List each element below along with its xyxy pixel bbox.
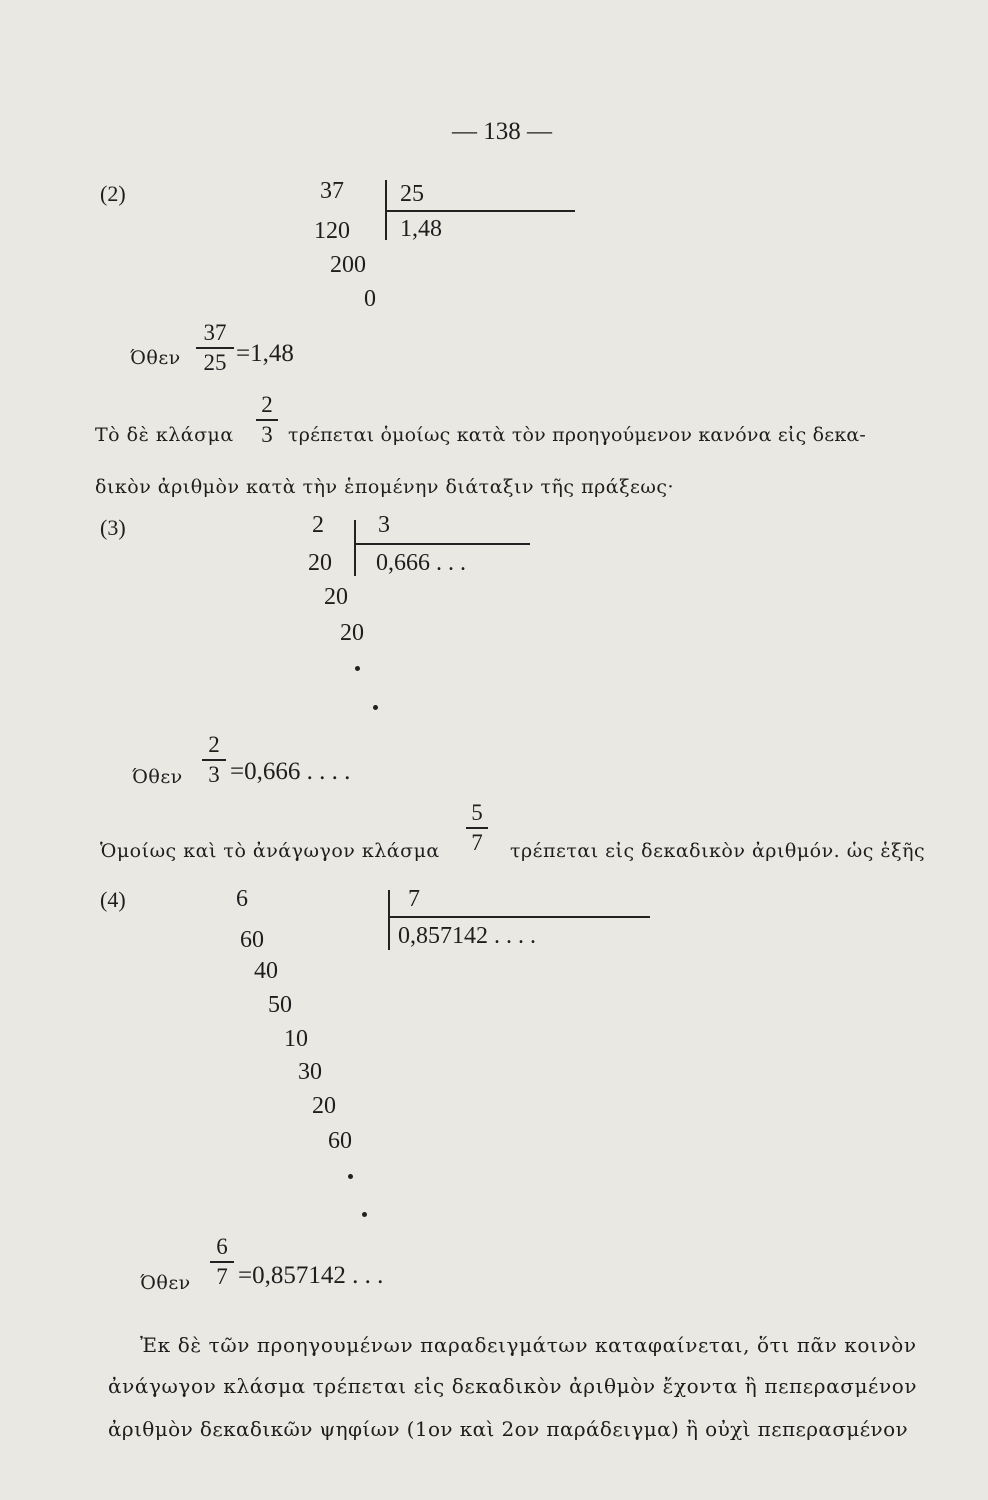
ex3-step-4: 20 <box>340 620 364 646</box>
para3-line-2: ἀνάγωγον κλάσμα τρέπεται εἰς δεκαδικὸν ἀριθμὸν ἔχοντα ἢ πεπερασμένον <box>108 1374 918 1398</box>
para1-text-a: Τὸ δὲ κλάσμα <box>95 424 234 446</box>
ex4-step-1: 6 <box>236 886 248 912</box>
ex4-result-numerator: 6 <box>216 1234 228 1259</box>
ex4-continuation-dot <box>348 1174 353 1179</box>
ex4-step-6: 30 <box>298 1059 322 1085</box>
ex2-result-word: Όθεν <box>130 347 181 369</box>
fraction-bar <box>466 827 488 829</box>
ex2-result-numerator: 37 <box>203 320 227 345</box>
ex2-divisor: 25 <box>400 181 424 207</box>
ex2-step-1: 37 <box>320 178 344 204</box>
fraction-bar <box>202 759 226 761</box>
ex4-division-bar <box>388 890 390 950</box>
fraction-bar <box>256 419 278 421</box>
para2-fraction-denominator: 7 <box>471 830 483 855</box>
ex3-quotient-line <box>354 543 530 545</box>
ex3-step-1: 2 <box>312 512 324 538</box>
ex4-continuation-dot <box>362 1212 367 1217</box>
para3-line-3: ἀριθμὸν δεκαδικῶν ψηφίων (1ον καὶ 2ον παράδειγμα) ἢ οὐχὶ πεπερασμένον <box>108 1417 909 1441</box>
ex4-step-4: 50 <box>268 992 292 1018</box>
ex3-division-bar <box>354 520 356 576</box>
ex4-step-8: 60 <box>328 1128 352 1154</box>
para2-fraction <box>466 800 488 856</box>
para1-fraction-numerator: 2 <box>261 392 273 417</box>
para1-text-b: τρέπεται ὁμοίως κατὰ τὸν προηγούμενον κανόνα εἰς δεκα- <box>288 424 867 446</box>
ex4-quotient: 0,857142 . . . . <box>398 923 536 949</box>
ex4-step-7: 20 <box>312 1093 336 1119</box>
ex2-step-3: 200 <box>330 252 366 278</box>
example-4-label: (4) <box>100 887 126 912</box>
ex3-step-3: 20 <box>324 584 348 610</box>
ex3-step-2: 20 <box>308 550 332 576</box>
para2-text-b: τρέπεται εἰς δεκαδικὸν ἀριθμόν. ὡς ἑξῆς <box>510 840 926 862</box>
para1-line-2: δικὸν ἀριθμὸν κατὰ τὴν ἑπομένην διάταξιν τῆς πράξεως· <box>95 476 675 498</box>
ex2-result-value: =1,48 <box>236 340 294 367</box>
fraction-bar <box>196 347 234 349</box>
example-3-label: (3) <box>100 515 126 540</box>
para2-fraction-numerator: 5 <box>471 800 483 825</box>
ex3-continuation-dot <box>373 705 378 710</box>
para2-text-a: Ὁμοίως καὶ τὸ ἀνάγωγον κλάσμα <box>100 840 440 862</box>
ex2-quotient-line <box>385 210 575 212</box>
ex3-result-value: =0,666 . . . . <box>230 758 351 785</box>
ex2-result-fraction <box>196 320 234 376</box>
ex2-result-denominator: 25 <box>203 350 227 375</box>
ex4-step-5: 10 <box>284 1026 308 1052</box>
ex3-quotient: 0,666 . . . <box>376 550 466 576</box>
ex4-result-word: Όθεν <box>140 1272 191 1294</box>
para1-fraction <box>256 392 278 448</box>
ex2-step-2: 120 <box>314 218 350 244</box>
para3-line-1: Ἐκ δὲ τῶν προηγουμένων παραδειγμάτων καταφαίνεται, ὅτι πᾶν κοινὸν <box>140 1333 917 1357</box>
ex3-continuation-dot <box>355 666 360 671</box>
ex3-result-fraction <box>202 732 226 788</box>
ex4-result-denominator: 7 <box>216 1264 228 1289</box>
example-2-label: (2) <box>100 181 126 206</box>
ex4-step-2: 60 <box>240 927 264 953</box>
ex4-result-value: =0,857142 . . . <box>238 1262 384 1289</box>
ex2-step-4: 0 <box>364 286 376 312</box>
page-number: — 138 — <box>452 118 552 145</box>
fraction-bar <box>210 1261 234 1263</box>
ex3-result-numerator: 2 <box>208 732 220 757</box>
ex4-quotient-line <box>388 916 650 918</box>
ex2-quotient: 1,48 <box>400 216 442 242</box>
ex4-step-3: 40 <box>254 958 278 984</box>
ex3-result-denominator: 3 <box>208 762 220 787</box>
para1-fraction-denominator: 3 <box>261 422 273 447</box>
ex4-divisor: 7 <box>408 886 420 912</box>
ex4-result-fraction <box>210 1234 234 1290</box>
ex3-result-word: Όθεν <box>132 766 183 788</box>
ex3-divisor: 3 <box>378 512 390 538</box>
